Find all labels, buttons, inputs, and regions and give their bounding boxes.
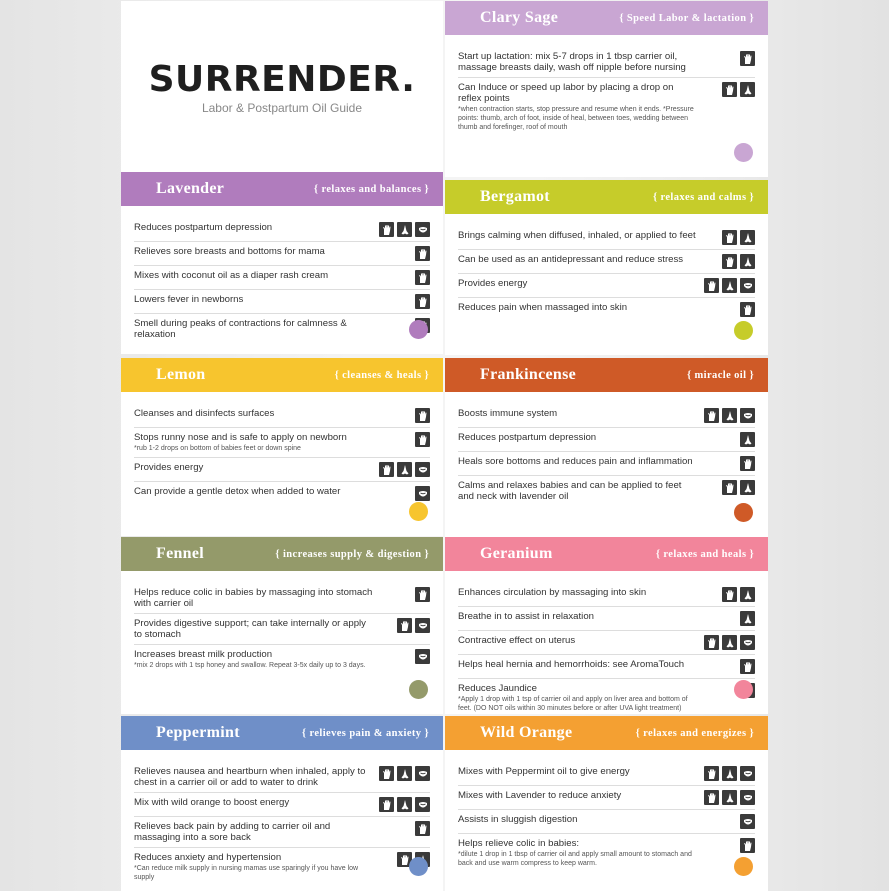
oil-card-header bbox=[121, 537, 443, 571]
aromatic-nose-icon bbox=[740, 587, 755, 602]
oil-tagline: { relaxes and calms } bbox=[652, 191, 754, 203]
oil-tagline: { relaxes and heals } bbox=[655, 548, 754, 560]
list-item bbox=[134, 848, 430, 886]
oil-card-lemon bbox=[121, 358, 443, 536]
list-item bbox=[458, 679, 755, 714]
oil-card-header bbox=[445, 537, 768, 571]
use-description: Provides digestive support; can take internally or apply to stomach bbox=[134, 618, 366, 640]
use-text-block bbox=[134, 294, 243, 305]
oil-use-list bbox=[458, 404, 755, 506]
list-item bbox=[134, 817, 430, 848]
use-description: Helps reduce colic in babies by massaging into stomach with carrier oil bbox=[134, 587, 373, 609]
use-text-block bbox=[458, 51, 698, 73]
aromatic-nose-icon bbox=[722, 635, 737, 650]
list-item bbox=[458, 78, 755, 136]
list-item bbox=[134, 482, 430, 505]
use-note: *dilute 1 drop in 1 tbsp of carrier oil and apply small amount to stomach and back and use warm compress to keep warm. bbox=[458, 851, 692, 867]
use-text-block bbox=[458, 254, 683, 265]
use-text-block bbox=[458, 82, 698, 132]
topical-hand-icon bbox=[740, 302, 755, 317]
oil-card-clary-sage bbox=[445, 1, 768, 177]
use-description: Stops runny nose and is safe to apply on newborn bbox=[134, 432, 347, 443]
use-text-block bbox=[458, 611, 594, 622]
oil-use-list bbox=[458, 762, 755, 872]
use-description: Can be used as an antidepressant and reduce stress bbox=[458, 254, 684, 265]
list-item bbox=[134, 428, 430, 458]
oil-card-header bbox=[445, 358, 768, 392]
page-subtitle: Labor & Postpartum Oil Guide bbox=[201, 101, 363, 115]
use-description: Brings calming when diffused, inhaled, or applied to feet bbox=[458, 230, 696, 241]
aromatic-nose-icon bbox=[722, 766, 737, 781]
use-description: Heals sore bottoms and reduces pain and inflammation bbox=[458, 456, 693, 467]
use-text-block bbox=[458, 587, 646, 598]
color-dot bbox=[409, 320, 428, 339]
use-text-block bbox=[458, 230, 696, 241]
use-text-block bbox=[134, 766, 371, 788]
oil-tagline: { increases supply & digestion } bbox=[275, 548, 429, 560]
use-description: Assists in sluggish digestion bbox=[458, 814, 578, 825]
internal-mouth-icon bbox=[740, 814, 755, 829]
use-description: Reduces pain when massaged into skin bbox=[458, 302, 628, 313]
oil-card-geranium bbox=[445, 537, 768, 714]
list-item bbox=[458, 226, 755, 250]
use-description: Start up lactation: mix 5-7 drops in 1 tbsp carrier oil, massage breasts daily, wash off nipple before nursing bbox=[458, 51, 686, 73]
application-icons bbox=[415, 270, 430, 285]
application-icons bbox=[704, 635, 755, 650]
use-text-block bbox=[134, 246, 325, 257]
list-item bbox=[134, 793, 430, 817]
color-dot bbox=[734, 680, 753, 699]
list-item bbox=[134, 218, 430, 242]
use-description: Helps heal hernia and hemorrhoids: see AromaTouch bbox=[458, 659, 685, 670]
aromatic-nose-icon bbox=[397, 766, 412, 781]
topical-hand-icon bbox=[722, 480, 737, 495]
use-description: Can provide a gentle detox when added to water bbox=[134, 486, 341, 497]
application-icons bbox=[415, 587, 430, 602]
topical-hand-icon bbox=[415, 432, 430, 447]
use-text-block bbox=[458, 278, 527, 289]
application-icons bbox=[740, 432, 755, 447]
use-note: *rub 1-2 drops on bottom of babies feet or down spine bbox=[134, 445, 301, 452]
use-description: Helps relieve colic in babies: bbox=[458, 838, 580, 849]
use-description: Boosts immune system bbox=[458, 408, 558, 419]
use-text-block bbox=[134, 318, 374, 340]
oil-card-frankincense bbox=[445, 358, 768, 537]
topical-hand-icon bbox=[415, 587, 430, 602]
oil-name: Clary Sage bbox=[480, 9, 559, 26]
oil-tagline: { relaxes and balances } bbox=[313, 183, 429, 195]
use-description: Provides energy bbox=[458, 278, 528, 289]
application-icons bbox=[379, 222, 430, 237]
use-description: Mixes with Peppermint oil to give energy bbox=[458, 766, 630, 777]
list-item bbox=[134, 645, 430, 674]
application-icons bbox=[704, 766, 755, 781]
use-text-block bbox=[134, 462, 203, 473]
internal-mouth-icon bbox=[415, 766, 430, 781]
use-description: Mixes with coconut oil as a diaper rash cream bbox=[134, 270, 329, 281]
aromatic-nose-icon bbox=[397, 462, 412, 477]
use-text-block bbox=[134, 486, 340, 497]
use-description: Relieves nausea and heartburn when inhaled, apply to chest in a carrier oil or add to water to drink bbox=[134, 766, 366, 788]
oil-name: Lavender bbox=[156, 180, 225, 197]
aromatic-nose-icon bbox=[722, 790, 737, 805]
internal-mouth-icon bbox=[415, 618, 430, 633]
use-text-block bbox=[134, 618, 374, 640]
topical-hand-icon bbox=[740, 456, 755, 471]
topical-hand-icon bbox=[379, 766, 394, 781]
use-description: Reduces Jaundice bbox=[458, 683, 537, 694]
use-text-block bbox=[458, 790, 621, 801]
internal-mouth-icon bbox=[415, 797, 430, 812]
use-text-block bbox=[458, 432, 596, 443]
list-item bbox=[458, 762, 755, 786]
use-description: Reduces postpartum depression bbox=[134, 222, 273, 233]
oil-card-header bbox=[445, 1, 768, 35]
application-icons bbox=[722, 82, 755, 97]
oil-card-lavender bbox=[121, 172, 443, 354]
aromatic-nose-icon bbox=[740, 432, 755, 447]
use-text-block bbox=[458, 683, 698, 713]
topical-hand-icon bbox=[704, 766, 719, 781]
use-description: Relieves sore breasts and bottoms for mama bbox=[134, 246, 325, 257]
application-icons bbox=[740, 838, 755, 853]
list-item bbox=[458, 810, 755, 834]
use-note: *Apply 1 drop with 1 tsp of carrier oil and apply on liver area and bottom of feet. (DO NOT oils within 30 minutes before or after UVA light treatment) bbox=[458, 696, 688, 712]
use-text-block bbox=[458, 302, 627, 313]
use-description: Breathe in to assist in relaxation bbox=[458, 611, 594, 622]
list-item bbox=[134, 614, 430, 645]
topical-hand-icon bbox=[704, 278, 719, 293]
oil-use-list bbox=[134, 218, 430, 344]
list-item bbox=[134, 242, 430, 266]
color-dot bbox=[409, 502, 428, 521]
application-icons bbox=[379, 766, 430, 781]
oil-card-fennel bbox=[121, 537, 443, 714]
oil-card-header bbox=[121, 172, 443, 206]
list-item bbox=[458, 631, 755, 655]
title-card bbox=[121, 1, 443, 178]
use-text-block bbox=[134, 408, 274, 419]
use-description: Provides energy bbox=[134, 462, 204, 473]
oil-card-header bbox=[121, 358, 443, 392]
use-note: *when contraction starts, stop pressure and resume when it ends. *Pressure points: thumb, arch of foot, inside of heal, between toes, wedding between thumb and forefinger, roof of mouth bbox=[458, 106, 694, 131]
topical-hand-icon bbox=[722, 230, 737, 245]
internal-mouth-icon bbox=[415, 486, 430, 501]
aromatic-nose-icon bbox=[740, 480, 755, 495]
aromatic-nose-icon bbox=[740, 230, 755, 245]
use-note: *Can reduce milk supply in nursing mamas use sparingly if you have low supply bbox=[134, 865, 359, 881]
oil-card-header bbox=[445, 180, 768, 214]
list-item bbox=[458, 47, 755, 78]
use-text-block bbox=[134, 821, 374, 843]
use-description: Smell during peaks of contractions for calmness & relaxation bbox=[134, 318, 347, 340]
use-text-block bbox=[458, 659, 684, 670]
list-item bbox=[458, 786, 755, 810]
application-icons bbox=[397, 618, 430, 633]
topical-hand-icon bbox=[415, 294, 430, 309]
application-icons bbox=[415, 408, 430, 423]
use-description: Can Induce or speed up labor by placing a drop on reflex points bbox=[458, 82, 674, 104]
list-item bbox=[458, 250, 755, 274]
color-dot bbox=[734, 143, 753, 162]
list-item bbox=[458, 274, 755, 298]
application-icons bbox=[415, 649, 430, 664]
oil-name: Peppermint bbox=[156, 724, 240, 741]
internal-mouth-icon bbox=[740, 790, 755, 805]
oil-card-bergamot bbox=[445, 180, 768, 355]
internal-mouth-icon bbox=[415, 649, 430, 664]
list-item bbox=[458, 583, 755, 607]
color-dot bbox=[734, 857, 753, 876]
use-text-block bbox=[134, 270, 328, 281]
oil-tagline: { cleanses & heals } bbox=[334, 369, 429, 381]
use-text-block bbox=[458, 838, 698, 868]
oil-use-list bbox=[134, 583, 430, 674]
oil-tagline: { relieves pain & anxiety } bbox=[301, 727, 429, 739]
application-icons bbox=[415, 486, 430, 501]
internal-mouth-icon bbox=[740, 766, 755, 781]
application-icons bbox=[740, 611, 755, 626]
topical-hand-icon bbox=[722, 254, 737, 269]
use-text-block bbox=[134, 222, 272, 233]
use-note: *mix 2 drops with 1 tsp honey and swallow. Repeat 3-5x daily up to 3 days. bbox=[134, 662, 366, 669]
application-icons bbox=[722, 480, 755, 495]
topical-hand-icon bbox=[379, 797, 394, 812]
internal-mouth-icon bbox=[740, 635, 755, 650]
topical-hand-icon bbox=[704, 408, 719, 423]
use-text-block bbox=[134, 852, 374, 882]
aromatic-nose-icon bbox=[740, 254, 755, 269]
topical-hand-icon bbox=[415, 270, 430, 285]
use-description: Mixes with Lavender to reduce anxiety bbox=[458, 790, 622, 801]
topical-hand-icon bbox=[379, 222, 394, 237]
list-item bbox=[134, 762, 430, 793]
color-dot bbox=[409, 680, 428, 699]
list-item bbox=[458, 404, 755, 428]
oil-tagline: { miracle oil } bbox=[686, 369, 754, 381]
oil-card-wild-orange bbox=[445, 716, 768, 891]
use-description: Lowers fever in newborns bbox=[134, 294, 244, 305]
list-item bbox=[458, 452, 755, 476]
list-item bbox=[458, 655, 755, 679]
color-dot bbox=[734, 321, 753, 340]
list-item bbox=[134, 290, 430, 314]
internal-mouth-icon bbox=[415, 462, 430, 477]
oil-use-list bbox=[458, 226, 755, 321]
use-description: Mix with wild orange to boost energy bbox=[134, 797, 290, 808]
internal-mouth-icon bbox=[740, 278, 755, 293]
topical-hand-icon bbox=[415, 821, 430, 836]
oil-name: Frankincense bbox=[480, 366, 577, 383]
list-item bbox=[458, 428, 755, 452]
oil-card-peppermint bbox=[121, 716, 443, 891]
use-text-block bbox=[134, 587, 374, 609]
topical-hand-icon bbox=[397, 618, 412, 633]
use-description: Reduces anxiety and hypertension bbox=[134, 852, 282, 863]
aromatic-nose-icon bbox=[722, 278, 737, 293]
topical-hand-icon bbox=[722, 587, 737, 602]
use-text-block bbox=[134, 797, 289, 808]
oil-card-header bbox=[121, 716, 443, 750]
use-description: Contractive effect on uterus bbox=[458, 635, 576, 646]
oil-tagline: { Speed Labor & lactation } bbox=[619, 12, 754, 24]
aromatic-nose-icon bbox=[722, 408, 737, 423]
oil-name: Geranium bbox=[480, 545, 553, 562]
use-description: Reduces postpartum depression bbox=[458, 432, 597, 443]
use-text-block bbox=[458, 814, 577, 825]
application-icons bbox=[722, 587, 755, 602]
application-icons bbox=[740, 659, 755, 674]
use-text-block bbox=[458, 635, 575, 646]
list-item bbox=[458, 476, 755, 506]
aromatic-nose-icon bbox=[740, 611, 755, 626]
use-text-block bbox=[134, 649, 366, 670]
page-title: SURRENDER. bbox=[148, 59, 416, 100]
oil-name: Lemon bbox=[156, 366, 206, 383]
list-item bbox=[458, 298, 755, 321]
topical-hand-icon bbox=[704, 790, 719, 805]
aromatic-nose-icon bbox=[397, 222, 412, 237]
application-icons bbox=[379, 462, 430, 477]
application-icons bbox=[379, 797, 430, 812]
use-description: Cleanses and disinfects surfaces bbox=[134, 408, 275, 419]
list-item bbox=[134, 314, 430, 344]
use-description: Increases breast milk production bbox=[134, 649, 273, 660]
application-icons bbox=[415, 432, 430, 447]
list-item bbox=[458, 607, 755, 631]
topical-hand-icon bbox=[415, 408, 430, 423]
use-text-block bbox=[458, 766, 630, 777]
use-description: Calms and relaxes babies and can be applied to feet and neck with lavender oil bbox=[458, 480, 682, 502]
use-text-block bbox=[134, 432, 347, 453]
application-icons bbox=[740, 456, 755, 471]
topical-hand-icon bbox=[722, 82, 737, 97]
list-item bbox=[134, 583, 430, 614]
internal-mouth-icon bbox=[740, 408, 755, 423]
oil-use-list bbox=[134, 404, 430, 505]
application-icons bbox=[704, 408, 755, 423]
oil-card-header bbox=[445, 716, 768, 750]
topical-hand-icon bbox=[740, 838, 755, 853]
application-icons bbox=[704, 278, 755, 293]
application-icons bbox=[740, 302, 755, 317]
aromatic-nose-icon bbox=[740, 82, 755, 97]
topical-hand-icon bbox=[704, 635, 719, 650]
oil-use-list bbox=[458, 47, 755, 136]
application-icons bbox=[704, 790, 755, 805]
use-description: Enhances circulation by massaging into skin bbox=[458, 587, 647, 598]
application-icons bbox=[415, 821, 430, 836]
oil-name: Wild Orange bbox=[480, 724, 573, 741]
color-dot bbox=[734, 503, 753, 522]
application-icons bbox=[722, 230, 755, 245]
application-icons bbox=[415, 294, 430, 309]
color-dot bbox=[409, 857, 428, 876]
oil-name: Bergamot bbox=[480, 188, 550, 205]
list-item bbox=[458, 834, 755, 872]
oil-use-list bbox=[134, 762, 430, 886]
oil-tagline: { relaxes and energizes } bbox=[635, 727, 754, 739]
use-text-block bbox=[458, 480, 698, 502]
application-icons bbox=[740, 814, 755, 829]
topical-hand-icon bbox=[415, 246, 430, 261]
use-text-block bbox=[458, 456, 693, 467]
internal-mouth-icon bbox=[415, 222, 430, 237]
list-item bbox=[134, 404, 430, 428]
topical-hand-icon bbox=[740, 659, 755, 674]
aromatic-nose-icon bbox=[397, 797, 412, 812]
application-icons bbox=[740, 51, 755, 66]
list-item bbox=[134, 458, 430, 482]
topical-hand-icon bbox=[379, 462, 394, 477]
oil-name: Fennel bbox=[156, 545, 205, 562]
use-description: Relieves back pain by adding to carrier oil and massaging into a sore back bbox=[134, 821, 331, 843]
application-icons bbox=[415, 246, 430, 261]
use-text-block bbox=[458, 408, 557, 419]
oil-use-list bbox=[458, 583, 755, 714]
application-icons bbox=[722, 254, 755, 269]
list-item bbox=[134, 266, 430, 290]
topical-hand-icon bbox=[740, 51, 755, 66]
